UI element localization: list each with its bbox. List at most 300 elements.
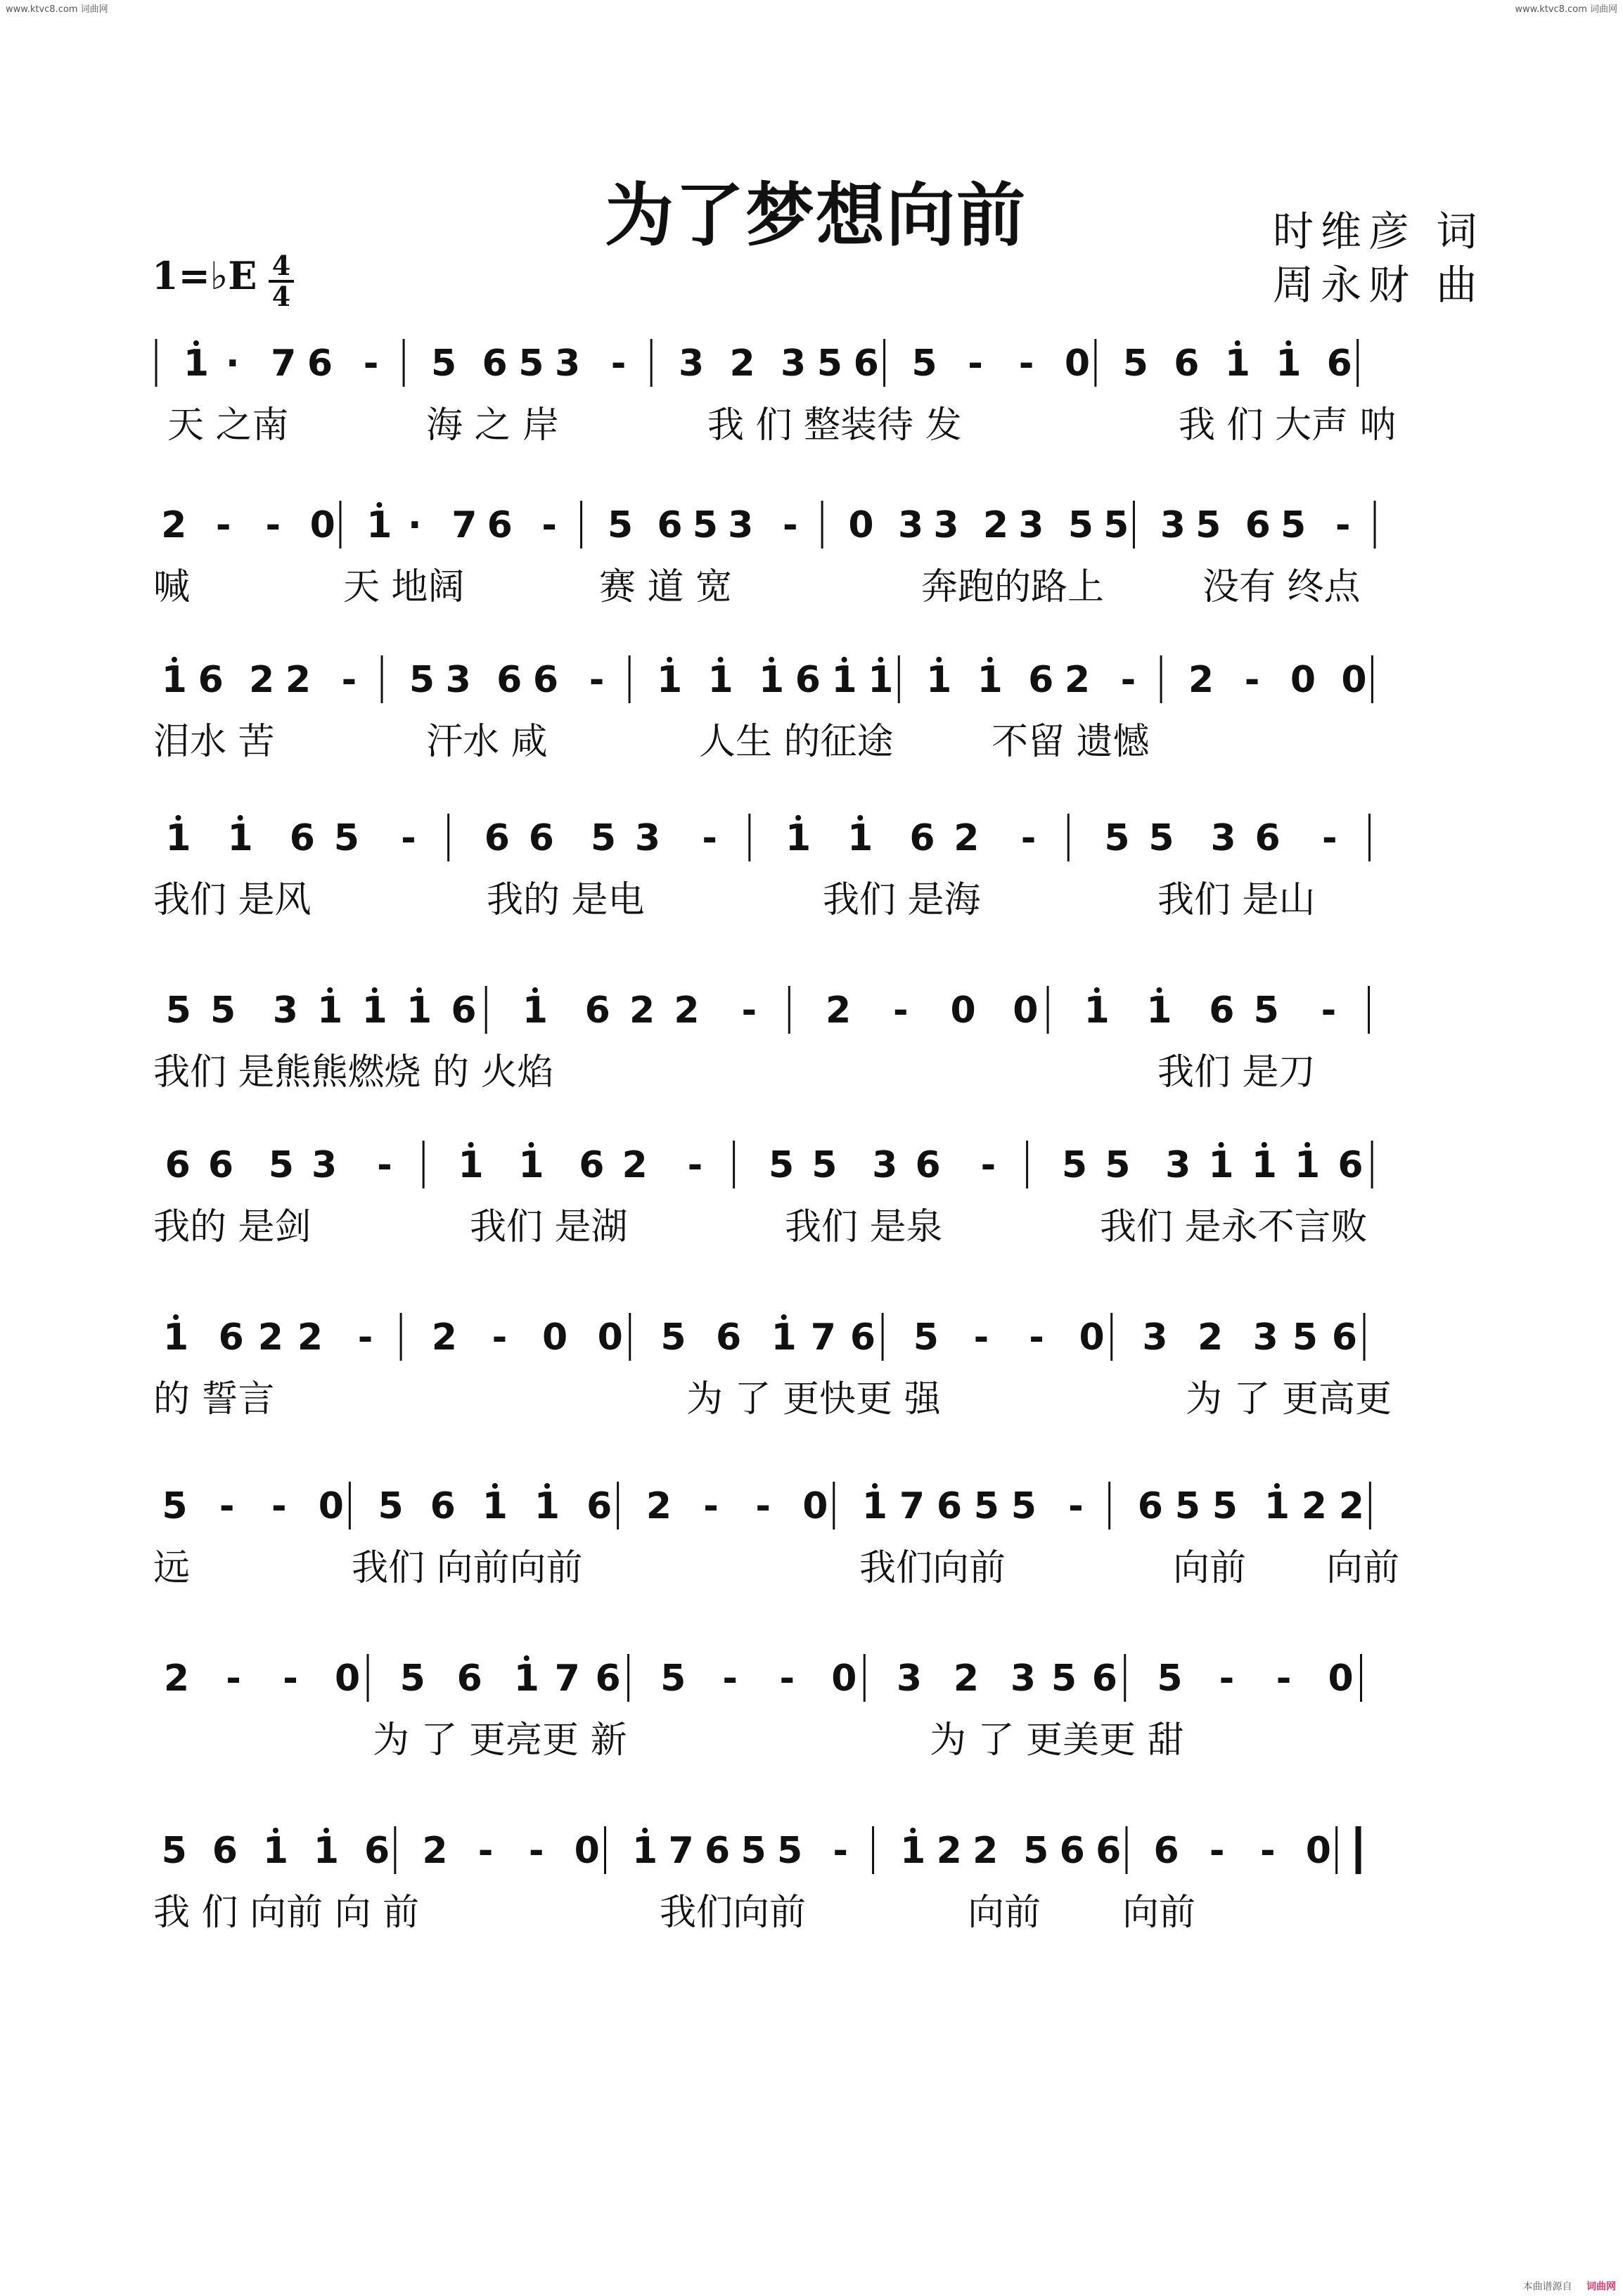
dash-note [611, 342, 627, 385]
lyric-segment: 天 地阔 [343, 566, 465, 608]
note-digit [409, 659, 435, 701]
dash-note [219, 1485, 235, 1527]
note-digit [1245, 504, 1271, 546]
note-digit [161, 504, 186, 546]
dash-note [1322, 817, 1337, 859]
lyric-segment: 奔跑的路上 [921, 566, 1105, 608]
note-digit [1060, 1830, 1085, 1872]
lyric-segment: 我们 是海 [823, 879, 981, 921]
note-digit [1092, 1657, 1117, 1700]
dash-note [1219, 1657, 1235, 1700]
note-digit [872, 1144, 897, 1186]
watermark-top-left: www.ktvc8.com 词曲网 [6, 4, 108, 15]
note-digit [1198, 1316, 1223, 1359]
note-digit [335, 1657, 360, 1700]
note-digit [741, 1830, 766, 1872]
notation-glyphs [0, 977, 1623, 1041]
note-digit [1328, 1657, 1353, 1700]
note-digit [518, 1144, 544, 1186]
note-digit [850, 1316, 875, 1359]
note-digit [1065, 342, 1090, 385]
notation-glyphs [0, 1818, 1623, 1881]
note-digit [458, 1144, 484, 1186]
note-digit [915, 1144, 940, 1186]
staff-system [0, 1473, 1623, 1635]
note-digit [496, 659, 522, 701]
time-signature [267, 252, 295, 311]
dash-note [1029, 1316, 1044, 1359]
note-digit [660, 1316, 686, 1359]
dash-note [974, 1316, 989, 1359]
note-digit [795, 659, 821, 701]
note-digit [632, 1830, 657, 1872]
note-digit [1105, 1144, 1130, 1186]
note-digit [1154, 1830, 1179, 1872]
note-digit [977, 659, 1003, 701]
lyric-segment: 为 了 更亮更 新 [373, 1719, 627, 1762]
staff-system [0, 647, 1623, 809]
dash-note [1068, 1485, 1084, 1527]
lyric-segment: 我们 向前向前 [352, 1547, 583, 1589]
lyric-segment: 我 们 向前 向 前 [153, 1892, 420, 1934]
note-digit [1302, 1485, 1327, 1527]
note-digit [219, 1316, 244, 1359]
note-digit [950, 989, 975, 1032]
dot-mark [226, 342, 240, 385]
note-digit [629, 989, 655, 1032]
lyric-segment: 不留 遗憾 [992, 721, 1150, 763]
note-digit [485, 817, 510, 859]
note-digit [1157, 1657, 1182, 1700]
lyric-segment: 向前 [1173, 1547, 1247, 1589]
note-digit [1160, 504, 1186, 546]
notation-line [0, 492, 1623, 591]
dash-note [1121, 659, 1136, 701]
note-digit [759, 659, 784, 701]
note-digit [451, 989, 476, 1032]
note-digit [579, 1144, 604, 1186]
note-digit [166, 989, 191, 1032]
dash-note [358, 1316, 373, 1359]
composer-credit: 周永财 曲 [1273, 261, 1484, 309]
note-digit [926, 659, 951, 701]
lyric-segment: 我们 是山 [1157, 879, 1316, 921]
lyric-segment: 我们 是风 [153, 879, 312, 921]
notation-glyphs [0, 805, 1623, 868]
note-digit [598, 1316, 623, 1359]
dash-note [283, 1657, 298, 1700]
lyric-segment: 我们 是泉 [785, 1206, 943, 1248]
note-digit [1327, 342, 1352, 385]
note-digit [1123, 342, 1148, 385]
notation-glyphs [0, 1132, 1623, 1195]
note-digit [210, 989, 236, 1032]
note-digit [212, 1830, 238, 1872]
note-digit [1062, 1144, 1087, 1186]
dash-note [1021, 817, 1037, 859]
note-digit [319, 1485, 344, 1527]
note-digit [826, 989, 851, 1032]
note-digit [897, 1657, 922, 1700]
note-digit [1211, 817, 1236, 859]
dash-note [216, 504, 231, 546]
dash-note [1276, 1657, 1292, 1700]
dash-note [722, 1657, 738, 1700]
note-digit [514, 1657, 539, 1700]
note-digit [362, 989, 387, 1032]
note-digit [657, 504, 682, 546]
note-digit [165, 817, 191, 859]
note-digit [595, 1657, 620, 1700]
dash-note [968, 342, 983, 385]
note-digit [1018, 504, 1044, 546]
note-digit [1023, 1830, 1048, 1872]
dash-note [364, 342, 379, 385]
note-digit [769, 1144, 794, 1186]
note-digit [1255, 817, 1281, 859]
lyric-segment: 为 了 更高更 [1186, 1378, 1392, 1420]
note-digit [1332, 1316, 1357, 1359]
song-title: 为了梦想向前 [605, 176, 1027, 256]
time-signature-top: 4 [271, 250, 291, 281]
note-digit [1252, 1144, 1277, 1186]
lyric-segment: 人生 的征途 [699, 721, 894, 763]
note-digit [954, 817, 979, 859]
notation-glyphs [0, 1304, 1623, 1368]
note-digit [1212, 1485, 1238, 1527]
lyric-segment: 远 [153, 1547, 191, 1589]
dash-note [1210, 1830, 1225, 1872]
dash-note [1245, 659, 1260, 701]
note-digit [771, 1316, 797, 1359]
time-signature-bottom: 4 [271, 281, 291, 312]
note-digit [1028, 659, 1053, 701]
note-digit [366, 504, 392, 546]
note-digit [909, 817, 935, 859]
note-digit [1195, 504, 1221, 546]
dash-note [401, 817, 416, 859]
lyric-segment: 赛 道 宽 [599, 566, 733, 608]
note-digit [1281, 504, 1306, 546]
lyric-segment: 我们 是湖 [470, 1206, 628, 1248]
dash-note [342, 659, 357, 701]
dash-note [265, 504, 281, 546]
note-digit [1011, 1657, 1036, 1700]
lyric-segment: 的 誓言 [153, 1378, 275, 1420]
note-digit [693, 504, 718, 546]
watermark-bottom [1523, 2279, 1616, 2293]
notation-glyphs [0, 1646, 1623, 1709]
note-digit [585, 989, 610, 1032]
note-digit [817, 342, 842, 385]
dash-note [741, 989, 757, 1032]
note-digit [812, 1144, 837, 1186]
dash-note [541, 504, 557, 546]
note-digit [1013, 989, 1038, 1032]
note-digit [334, 817, 359, 859]
lyric-segment: 喊 [153, 566, 191, 608]
note-digit [974, 1485, 999, 1527]
note-digit [777, 1830, 802, 1872]
note-digit [973, 1830, 998, 1872]
note-digit [716, 1316, 741, 1359]
note-digit [622, 1144, 648, 1186]
note-digit [317, 989, 342, 1032]
note-digit [911, 342, 937, 385]
note-digit [1096, 1830, 1121, 1872]
note-digit [983, 504, 1008, 546]
staff-system [0, 977, 1623, 1139]
lyric-segment: 泪水 苦 [153, 721, 275, 763]
dash-note [492, 1316, 508, 1359]
note-digit [1188, 659, 1214, 701]
note-digit [249, 659, 274, 701]
dash-note [783, 504, 798, 546]
note-digit [1104, 817, 1129, 859]
note-digit [482, 342, 507, 385]
lyric-segment: 向前 [1326, 1547, 1400, 1589]
note-digit [534, 1485, 560, 1527]
note-digit [913, 1316, 939, 1359]
note-digit [310, 504, 335, 546]
note-digit [657, 659, 682, 701]
notation-glyphs [0, 1473, 1623, 1537]
lyric-segment: 天 之南 [167, 404, 289, 447]
dot-mark [408, 504, 422, 546]
note-digit [271, 342, 296, 385]
note-digit [1290, 659, 1316, 701]
note-digit [1254, 989, 1279, 1032]
note-digit [848, 504, 873, 546]
note-digit [847, 817, 873, 859]
lyric-segment: 为 了 更快更 强 [686, 1378, 941, 1420]
note-digit [591, 817, 616, 859]
note-digit [487, 504, 513, 546]
note-digit [263, 1830, 288, 1872]
dash-note [703, 1485, 719, 1527]
dash-note [226, 1657, 241, 1700]
note-digit [660, 1657, 686, 1700]
note-digit [933, 504, 958, 546]
note-digit [728, 504, 753, 546]
note-digit [1051, 1657, 1077, 1700]
note-digit [555, 1657, 580, 1700]
note-digit [705, 1830, 730, 1872]
note-digit [868, 659, 893, 701]
note-digit [635, 817, 660, 859]
dash-note [1260, 1830, 1276, 1872]
note-digit [431, 342, 456, 385]
lyric-segment: 我的 是剑 [153, 1206, 312, 1248]
note-digit [1148, 817, 1174, 859]
note-digit [406, 989, 432, 1032]
note-digit [457, 1657, 482, 1700]
note-digit [954, 1657, 979, 1700]
note-digit [162, 1485, 187, 1527]
note-digit [679, 342, 704, 385]
lyric-segment: 我 们 整装待 发 [707, 404, 962, 447]
staff-system [0, 1304, 1623, 1466]
note-digit [307, 342, 333, 385]
dash-note [377, 1144, 392, 1186]
note-digit [1079, 1316, 1105, 1359]
note-digit [400, 1657, 425, 1700]
note-digit [899, 1485, 925, 1527]
note-digit [1306, 1830, 1331, 1872]
note-digit [165, 1144, 191, 1186]
watermark-top-right: www.ktvc8.com 词曲网 [1515, 4, 1617, 15]
notation-line [0, 1646, 1623, 1744]
staff-system [0, 492, 1623, 654]
note-digit [1146, 989, 1172, 1032]
notation-glyphs [0, 647, 1623, 710]
lyric-segment: 没有 终点 [1202, 566, 1361, 608]
note-digit [575, 1830, 600, 1872]
note-digit [854, 342, 879, 385]
note-digit [646, 1485, 672, 1527]
lyric-segment: 为 了 更美更 甜 [930, 1719, 1184, 1762]
source-note: 本曲谱源自 [1522, 2281, 1572, 2292]
note-digit [533, 659, 558, 701]
note-digit [1225, 342, 1250, 385]
note-digit [900, 1830, 925, 1872]
lyric-segment: 我 们 大声 呐 [1179, 404, 1397, 447]
lyric-segment: 我们 是永不言败 [1100, 1206, 1368, 1248]
note-digit [802, 1485, 828, 1527]
note-digit [811, 1316, 836, 1359]
dash-note [833, 1830, 848, 1872]
lyric-segment: 向前 [968, 1892, 1041, 1934]
note-digit [707, 659, 733, 701]
dash-note [893, 989, 909, 1032]
note-digit [898, 504, 923, 546]
note-digit [446, 659, 471, 701]
note-digit [364, 1830, 390, 1872]
key-signature: 1=♭E [152, 253, 257, 298]
note-digit [162, 659, 187, 701]
brand-logo[interactable]: 词曲网 [1586, 2281, 1616, 2292]
dash-note [478, 1830, 494, 1872]
note-digit [162, 1830, 187, 1872]
dash-note [1335, 504, 1351, 546]
dash-note [779, 1657, 795, 1700]
staff-system [0, 1818, 1623, 1980]
note-digit [312, 1144, 337, 1186]
note-digit [831, 1657, 857, 1700]
note-digit [290, 817, 315, 859]
staff-system [0, 805, 1623, 967]
note-digit [832, 659, 857, 701]
lyric-segment: 海 之 岸 [426, 404, 560, 447]
note-digit [1339, 1485, 1364, 1527]
note-digit [542, 1316, 567, 1359]
note-digit [785, 817, 811, 859]
note-digit [1209, 989, 1234, 1032]
note-digit [1341, 659, 1366, 701]
note-digit [1174, 342, 1199, 385]
note-digit [1103, 504, 1129, 546]
note-digit [208, 1144, 233, 1186]
dash-note [589, 659, 605, 701]
note-digit [1253, 1316, 1278, 1359]
dash-note [755, 1485, 771, 1527]
note-digit [1138, 1485, 1163, 1527]
lyric-segment: 向前 [1122, 1892, 1196, 1934]
staff-system [0, 331, 1623, 492]
note-digit [522, 989, 548, 1032]
dash-note [688, 1144, 703, 1186]
note-digit [273, 989, 298, 1032]
note-digit [432, 1316, 457, 1359]
note-digit [163, 1316, 188, 1359]
note-digit [937, 1485, 962, 1527]
note-digit [378, 1485, 404, 1527]
lyric-segment: 我的 是电 [487, 879, 645, 921]
notation-glyphs [0, 492, 1623, 556]
note-digit [269, 1144, 294, 1186]
lyricist-credit: 时维彦 词 [1273, 207, 1484, 255]
note-digit [1142, 1316, 1167, 1359]
note-digit [1276, 342, 1301, 385]
note-digit [608, 504, 633, 546]
note-digit [674, 989, 699, 1032]
dash-note [1321, 989, 1337, 1032]
notation-glyphs [0, 331, 1623, 394]
note-digit [258, 1316, 283, 1359]
note-digit [937, 1830, 962, 1872]
note-digit [1065, 659, 1090, 701]
note-digit [781, 342, 806, 385]
note-digit [555, 342, 580, 385]
note-digit [1295, 1144, 1320, 1186]
note-digit [422, 1830, 447, 1872]
lyric-segment: 我们 是刀 [1157, 1051, 1316, 1094]
note-digit [314, 1830, 339, 1872]
dash-note [1019, 342, 1034, 385]
lyric-segment: 我们 是熊熊燃烧 的 火焰 [153, 1051, 554, 1094]
note-digit [1084, 989, 1110, 1032]
note-digit [669, 1830, 694, 1872]
dash-note [981, 1144, 996, 1186]
note-digit [286, 659, 311, 701]
dash-note [702, 817, 717, 859]
note-digit [1337, 1144, 1363, 1186]
note-digit [1175, 1485, 1200, 1527]
note-digit [482, 1485, 508, 1527]
note-digit [1208, 1144, 1233, 1186]
lyric-segment: 我们向前 [859, 1547, 1006, 1589]
note-digit [1011, 1485, 1037, 1527]
dash-note [529, 1830, 544, 1872]
note-digit [1068, 504, 1093, 546]
note-digit [1292, 1316, 1318, 1359]
note-digit [184, 342, 209, 385]
lyric-segment: 我们向前 [660, 1892, 807, 1934]
note-digit [228, 817, 253, 859]
staff-system [0, 1132, 1623, 1294]
note-digit [862, 1485, 887, 1527]
dash-note [271, 1485, 287, 1527]
note-digit [451, 504, 477, 546]
note-digit [1264, 1485, 1290, 1527]
note-digit [518, 342, 544, 385]
note-digit [430, 1485, 456, 1527]
note-digit [198, 659, 224, 701]
lyric-segment: 汗水 咸 [426, 721, 548, 763]
note-digit [529, 817, 554, 859]
note-digit [730, 342, 755, 385]
note-digit [164, 1657, 189, 1700]
